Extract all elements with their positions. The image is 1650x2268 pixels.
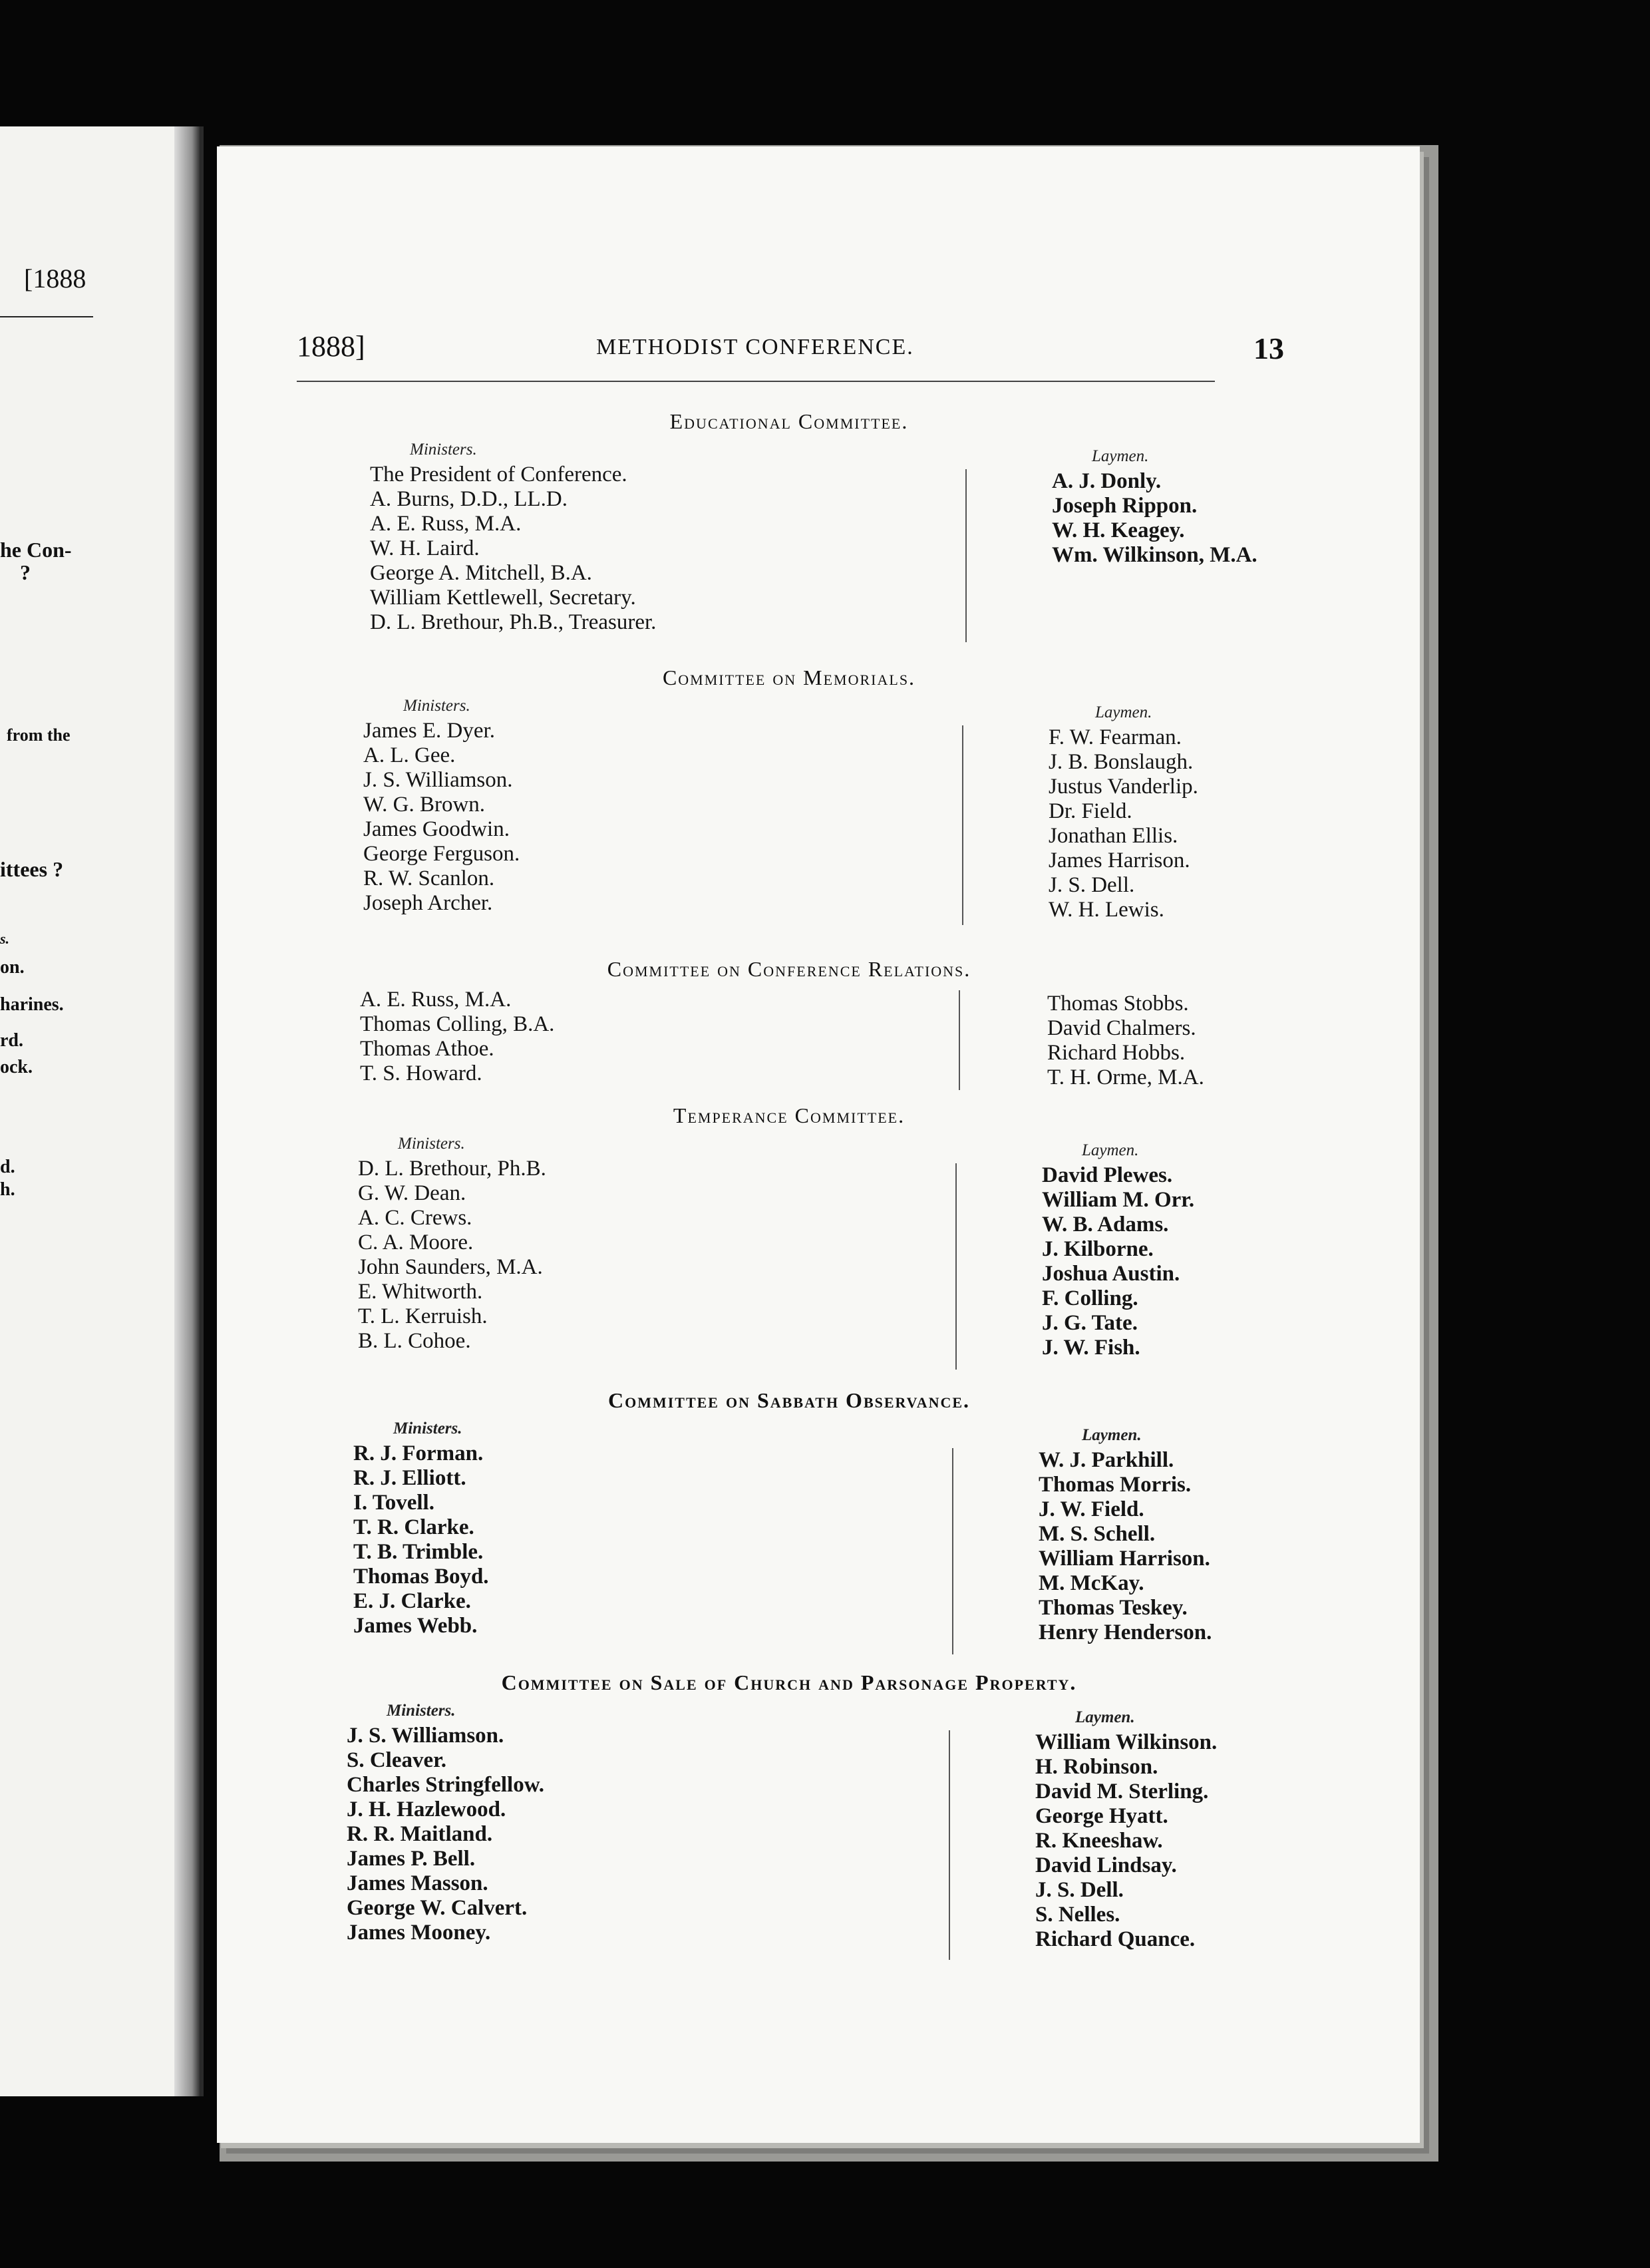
layman-name: J. S. Dell. bbox=[1035, 1878, 1124, 1902]
left-page-line: s. bbox=[0, 930, 10, 947]
minister-name: R. W. Scanlon. bbox=[363, 866, 495, 890]
minister-name: Thomas Colling, B.A. bbox=[360, 1012, 555, 1036]
column-divider bbox=[955, 1163, 957, 1370]
committee-educational bbox=[283, 409, 1295, 649]
minister-name: J. S. Williamson. bbox=[347, 1724, 504, 1748]
header-year: 1888] bbox=[297, 330, 365, 363]
layman-name: M. McKay. bbox=[1039, 1571, 1144, 1595]
minister-name: William Kettlewell, Secretary. bbox=[370, 586, 636, 610]
ministers-label: Ministers. bbox=[387, 1702, 456, 1720]
layman-name: David M. Sterling. bbox=[1035, 1780, 1209, 1803]
layman-name: Thomas Teskey. bbox=[1039, 1596, 1188, 1620]
page-gutter bbox=[174, 126, 200, 2096]
minister-name: B. L. Cohoe. bbox=[358, 1329, 471, 1353]
minister-name: A. C. Crews. bbox=[358, 1206, 472, 1230]
minister-name: James Webb. bbox=[353, 1614, 478, 1638]
ministers-column bbox=[358, 1131, 546, 1354]
committee-title: Committee on Conference Relations. bbox=[607, 957, 971, 981]
laymen-label: Laymen. bbox=[1092, 447, 1149, 465]
column-divider bbox=[959, 990, 960, 1090]
minister-name: R. J. Forman. bbox=[353, 1441, 484, 1465]
ministers-column bbox=[353, 1416, 489, 1638]
layman-name: William M. Orr. bbox=[1042, 1188, 1195, 1212]
layman-name: M. S. Schell. bbox=[1039, 1522, 1156, 1546]
minister-name: James E. Dyer. bbox=[363, 719, 495, 743]
ministers-label: Ministers. bbox=[410, 441, 477, 459]
minister-name: I. Tovell. bbox=[353, 1491, 434, 1515]
layman-name: W. H. Keagey. bbox=[1052, 518, 1185, 542]
layman-name: J. W. Field. bbox=[1039, 1497, 1144, 1521]
layman-name: Jonathan Ellis. bbox=[1049, 824, 1178, 848]
layman-name: J. W. Fish. bbox=[1042, 1336, 1140, 1360]
layman-name: W. B. Adams. bbox=[1042, 1213, 1169, 1236]
minister-name: James Masson. bbox=[347, 1871, 488, 1895]
minister-name: T. R. Clarke. bbox=[353, 1515, 474, 1539]
minister-name: S. Cleaver. bbox=[347, 1748, 447, 1772]
left-page-line: ock. bbox=[0, 1057, 33, 1077]
layman-name: A. J. Donly. bbox=[1052, 469, 1162, 493]
laymen-label: Laymen. bbox=[1075, 1708, 1135, 1726]
ministers-label: Ministers. bbox=[393, 1419, 462, 1437]
minister-name: W. H. Laird. bbox=[370, 536, 480, 560]
laymen-column bbox=[1049, 700, 1198, 922]
header-rule bbox=[297, 381, 1215, 382]
layman-name: W. H. Lewis. bbox=[1049, 898, 1164, 922]
layman-name: F. W. Fearman. bbox=[1049, 725, 1182, 749]
layman-name: R. Kneeshaw. bbox=[1035, 1829, 1163, 1853]
layman-name: Dr. Field. bbox=[1049, 799, 1132, 823]
committee-title: Committee on Memorials. bbox=[662, 665, 916, 689]
minister-name: D. L. Brethour, Ph.B., Treasurer. bbox=[370, 610, 657, 634]
left-page-line: ? bbox=[20, 560, 31, 584]
minister-name: George W. Calvert. bbox=[347, 1896, 528, 1920]
minister-name: R. R. Maitland. bbox=[347, 1822, 493, 1846]
laymen-label: Laymen. bbox=[1082, 1141, 1139, 1159]
layman-name: James Harrison. bbox=[1049, 849, 1190, 872]
minister-name: E. J. Clarke. bbox=[353, 1589, 471, 1613]
layman-name: F. Colling. bbox=[1042, 1286, 1138, 1310]
layman-name: William Wilkinson. bbox=[1035, 1730, 1218, 1754]
layman-name: J. B. Bonslaugh. bbox=[1049, 750, 1194, 774]
layman-name: J. S. Dell. bbox=[1049, 873, 1135, 897]
laymen-label: Laymen. bbox=[1095, 703, 1152, 721]
left-page-line: d. bbox=[0, 1157, 15, 1177]
layman-name: Thomas Stobbs. bbox=[1047, 992, 1189, 1016]
layman-name: S. Nelles. bbox=[1035, 1903, 1120, 1927]
layman-name: Richard Hobbs. bbox=[1047, 1041, 1186, 1065]
page-number: 13 bbox=[1253, 331, 1284, 365]
left-page-line: from the bbox=[7, 725, 71, 745]
minister-name: J. S. Williamson. bbox=[363, 768, 513, 792]
minister-name: John Saunders, M.A. bbox=[358, 1255, 543, 1279]
running-head bbox=[297, 329, 1295, 369]
minister-name: T. L. Kerruish. bbox=[358, 1304, 488, 1328]
layman-name: Henry Henderson. bbox=[1039, 1620, 1212, 1644]
column-divider bbox=[962, 725, 963, 925]
minister-name: James Goodwin. bbox=[363, 817, 510, 841]
committee-title: Temperance Committee. bbox=[673, 1103, 906, 1127]
layman-name: Thomas Morris. bbox=[1039, 1473, 1192, 1497]
minister-name: W. G. Brown. bbox=[363, 793, 486, 817]
laymen-column bbox=[1035, 1705, 1217, 1952]
layman-name: W. J. Parkhill. bbox=[1039, 1448, 1174, 1472]
minister-name: C. A. Moore. bbox=[358, 1230, 474, 1254]
layman-name: J. G. Tate. bbox=[1042, 1311, 1138, 1335]
layman-name: David Chalmers. bbox=[1047, 1016, 1196, 1040]
minister-name: J. H. Hazlewood. bbox=[347, 1797, 506, 1821]
header-title: METHODIST CONFERENCE. bbox=[596, 335, 914, 359]
document-page bbox=[217, 146, 1420, 2143]
layman-name: William Harrison. bbox=[1039, 1547, 1210, 1571]
left-page-line: on. bbox=[0, 957, 25, 978]
layman-name: Joshua Austin. bbox=[1042, 1262, 1180, 1286]
minister-name: D. L. Brethour, Ph.B. bbox=[358, 1157, 546, 1181]
layman-name: David Lindsay. bbox=[1035, 1853, 1177, 1877]
left-page-line: [1888 bbox=[24, 264, 86, 293]
minister-name: T. B. Trimble. bbox=[353, 1540, 484, 1564]
left-page-line: he Con- bbox=[0, 538, 72, 562]
ministers-label: Ministers. bbox=[398, 1135, 465, 1153]
laymen-column bbox=[1039, 1423, 1212, 1645]
minister-name: A. E. Russ, M.A. bbox=[360, 988, 512, 1012]
laymen-column bbox=[1042, 1138, 1194, 1360]
ministers-column bbox=[360, 988, 554, 1086]
laymen-label: Laymen. bbox=[1082, 1426, 1142, 1444]
layman-name: Justus Vanderlip. bbox=[1049, 775, 1198, 799]
minister-name: A. L. Gee. bbox=[363, 743, 456, 767]
laymen-column bbox=[1052, 444, 1257, 568]
committee-memorials bbox=[283, 665, 1295, 945]
minister-name: T. S. Howard. bbox=[360, 1061, 482, 1085]
committee-title: Educational Committee. bbox=[669, 409, 909, 433]
ministers-column bbox=[347, 1698, 544, 1945]
minister-name: George Ferguson. bbox=[363, 842, 520, 866]
committee-title: Committee on Sabbath Observance. bbox=[607, 1388, 971, 1412]
minister-name: G. W. Dean. bbox=[358, 1181, 466, 1205]
previous-page-fragment bbox=[0, 126, 204, 2096]
layman-name: Joseph Rippon. bbox=[1052, 494, 1198, 518]
layman-name: T. H. Orme, M.A. bbox=[1047, 1065, 1204, 1089]
minister-name: A. Burns, D.D., LL.D. bbox=[370, 487, 568, 511]
committee-temperance bbox=[283, 1103, 1295, 1390]
minister-name: Charles Stringfellow. bbox=[347, 1773, 544, 1797]
minister-name: James P. Bell. bbox=[347, 1847, 476, 1871]
minister-name: The President of Conference. bbox=[370, 463, 627, 486]
layman-name: Richard Quance. bbox=[1035, 1927, 1196, 1951]
minister-name: Joseph Archer. bbox=[363, 891, 493, 915]
column-divider bbox=[949, 1730, 950, 1960]
minister-name: George A. Mitchell, B.A. bbox=[370, 561, 592, 585]
ministers-label: Ministers. bbox=[403, 697, 470, 715]
committee-church-property bbox=[283, 1670, 1295, 1990]
minister-name: E. Whitworth. bbox=[358, 1280, 483, 1304]
layman-name: David Plewes. bbox=[1042, 1163, 1173, 1187]
layman-name: George Hyatt. bbox=[1035, 1804, 1168, 1828]
committee-sabbath-observance bbox=[283, 1388, 1295, 1674]
layman-name: J. Kilborne. bbox=[1042, 1237, 1154, 1261]
left-page-line: rd. bbox=[0, 1030, 23, 1051]
committee-conference-relations bbox=[283, 957, 1295, 1103]
layman-name: H. Robinson. bbox=[1035, 1755, 1158, 1779]
minister-name: R. J. Elliott. bbox=[353, 1466, 466, 1490]
left-page-rule bbox=[0, 316, 93, 317]
left-page-line: ittees ? bbox=[0, 857, 64, 881]
ministers-column bbox=[370, 437, 656, 635]
column-divider bbox=[965, 469, 967, 642]
laymen-column bbox=[1047, 992, 1204, 1090]
minister-name: Thomas Boyd. bbox=[353, 1565, 489, 1589]
ministers-column bbox=[363, 693, 520, 916]
left-page-line: harines. bbox=[0, 994, 64, 1015]
layman-name: Wm. Wilkinson, M.A. bbox=[1052, 543, 1257, 567]
minister-name: Thomas Athoe. bbox=[360, 1037, 494, 1061]
left-page-line: h. bbox=[0, 1179, 15, 1200]
minister-name: A. E. Russ, M.A. bbox=[370, 512, 522, 536]
minister-name: James Mooney. bbox=[347, 1921, 491, 1945]
committee-title: Committee on Sale of Church and Parsonage Property. bbox=[501, 1670, 1077, 1694]
column-divider bbox=[952, 1448, 953, 1654]
